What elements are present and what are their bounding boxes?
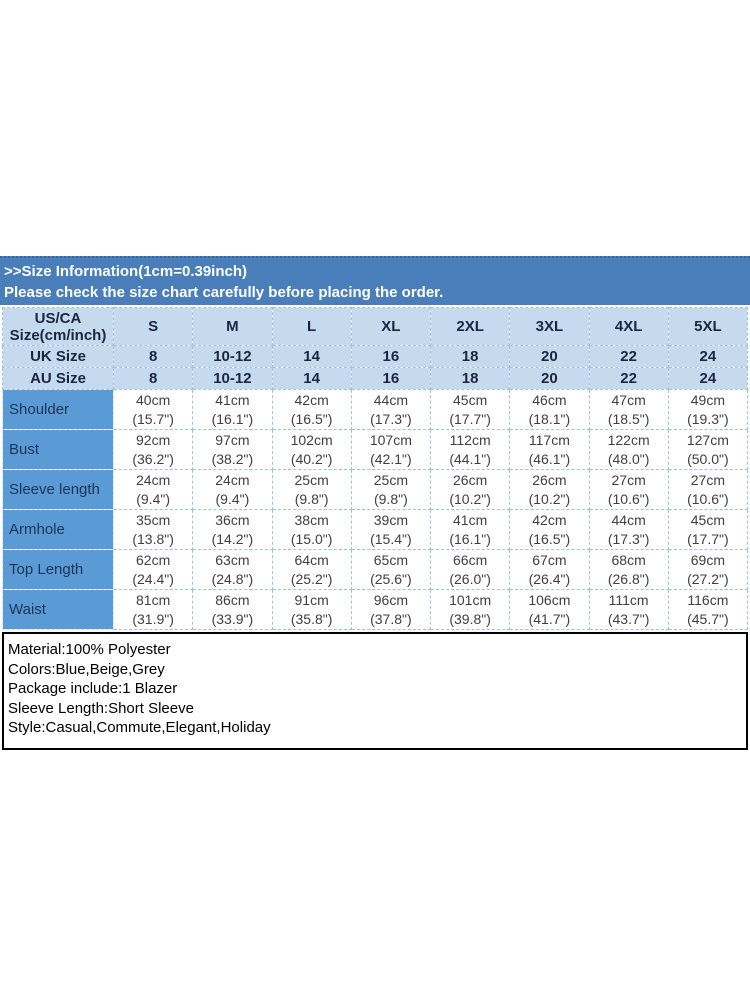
value-inch: (48.0") (607, 450, 650, 467)
value-cm: 107cm (369, 431, 412, 448)
value-cm: 25cm (294, 471, 329, 488)
value-inch: (45.7") (687, 610, 729, 627)
size-info-banner (0, 256, 750, 305)
value-cm: 46cm (532, 391, 567, 408)
measurement-value-cell (668, 510, 747, 550)
value-cm: 101cm (449, 591, 492, 608)
conversion-row (3, 346, 748, 368)
conversion-value-cell: 10-12 (193, 346, 272, 368)
value-cm: 35cm (136, 511, 171, 528)
value-inch: (37.8") (370, 610, 412, 627)
measurement-value-cell (510, 590, 589, 630)
measurement-value-cell (589, 390, 668, 430)
size-column-header: 5XL (668, 308, 747, 346)
measurement-row (3, 510, 748, 550)
measurement-label: Shoulder (3, 390, 114, 430)
value-cm: 44cm (373, 391, 408, 408)
corner-line2: Size(cm/inch) (9, 326, 107, 344)
value-cm: 91cm (294, 591, 329, 608)
measurement-value-cell (351, 510, 430, 550)
value-cm: 49cm (690, 391, 725, 408)
value-cm: 122cm (607, 431, 650, 448)
size-column-header: L (272, 308, 351, 346)
value-inch: (17.7") (687, 530, 729, 547)
measurement-value-cell (351, 590, 430, 630)
conversion-value-cell: 18 (431, 346, 510, 368)
measurement-value-cell (510, 550, 589, 590)
measurement-value-cell (351, 470, 430, 510)
value-inch: (39.8") (449, 610, 491, 627)
value-cm: 41cm (215, 391, 250, 408)
product-info-line: Material:100% Polyester (8, 641, 171, 658)
value-inch: (19.3") (687, 410, 729, 427)
conversion-value-cell: 18 (431, 368, 510, 390)
product-info-line: Sleeve Length:Short Sleeve (8, 699, 194, 717)
value-cm: 127cm (686, 431, 729, 448)
value-inch: (15.4") (370, 530, 412, 547)
value-inch: (46.1") (528, 450, 571, 467)
measurement-label: Bust (3, 430, 114, 470)
conversion-row-label: UK Size (3, 346, 114, 368)
conversion-value-cell: 20 (510, 346, 589, 368)
value-cm: 47cm (611, 391, 646, 408)
value-cm: 67cm (532, 551, 567, 568)
value-inch: (13.8") (132, 530, 174, 547)
value-inch: (26.8") (607, 570, 650, 587)
value-inch: (24.4") (132, 570, 174, 587)
value-cm: 63cm (215, 551, 250, 568)
value-cm: 45cm (690, 511, 725, 528)
conversion-value-cell: 8 (114, 346, 193, 368)
measurement-value-cell (510, 430, 589, 470)
value-inch: (10.2") (528, 490, 571, 507)
conversion-row-label: AU Size (3, 368, 114, 390)
size-table-head (3, 308, 748, 390)
value-cm: 24cm (215, 471, 250, 488)
size-column-header: 3XL (510, 308, 589, 346)
measurement-value-cell (589, 430, 668, 470)
value-cm: 38cm (294, 511, 329, 528)
conversion-value-cell: 10-12 (193, 368, 272, 390)
value-cm: 27cm (690, 471, 725, 488)
value-cm: 116cm (687, 591, 729, 608)
value-inch: (14.2") (211, 530, 254, 547)
measurement-value-cell (351, 390, 430, 430)
measurement-row (3, 430, 748, 470)
value-inch: (10.2") (449, 490, 491, 507)
value-cm: 39cm (373, 511, 408, 528)
conversion-row (3, 368, 748, 390)
value-inch: (38.2") (211, 450, 254, 467)
value-cm: 64cm (294, 551, 329, 568)
measurement-value-cell (114, 390, 193, 430)
measurement-value-cell (589, 470, 668, 510)
value-inch: (17.3") (607, 530, 650, 547)
measurement-value-cell (431, 590, 510, 630)
measurement-value-cell (272, 590, 351, 630)
value-cm: 111cm (608, 591, 649, 608)
size-table (2, 307, 748, 630)
value-inch: (18.1") (528, 410, 571, 427)
value-cm: 66cm (453, 551, 488, 568)
value-cm: 26cm (453, 471, 488, 488)
measurement-label: Waist (3, 590, 114, 630)
value-inch: (31.9") (132, 610, 174, 627)
measurement-label: Armhole (3, 510, 114, 550)
measurement-value-cell (589, 590, 668, 630)
measurement-value-cell (193, 550, 272, 590)
size-info-title: >>Size Information(1cm=0.39inch) (4, 263, 247, 280)
value-inch: (24.8") (211, 570, 254, 587)
measurement-value-cell (431, 470, 510, 510)
value-inch: (25.2") (290, 570, 333, 587)
value-inch: (26.0") (449, 570, 491, 587)
value-cm: 27cm (611, 471, 646, 488)
measurement-value-cell (193, 430, 272, 470)
value-cm: 86cm (215, 591, 250, 608)
measurement-value-cell (510, 510, 589, 550)
conversion-value-cell: 14 (272, 346, 351, 368)
value-cm: 106cm (528, 591, 571, 608)
value-inch: (27.2") (687, 570, 729, 587)
measurement-value-cell (589, 510, 668, 550)
conversion-value-cell: 8 (114, 368, 193, 390)
measurement-value-cell (114, 550, 193, 590)
measurement-value-cell (193, 470, 272, 510)
measurement-label: Top Length (3, 550, 114, 590)
value-cm: 68cm (611, 551, 646, 568)
measurement-value-cell (351, 550, 430, 590)
measurement-value-cell (272, 470, 351, 510)
size-table-body (3, 390, 748, 630)
measurement-value-cell (510, 390, 589, 430)
measurement-value-cell (193, 590, 272, 630)
product-info-line: Style:Casual,Commute,Elegant,Holiday (8, 719, 271, 736)
value-inch: (40.2") (290, 450, 333, 467)
value-cm: 44cm (611, 511, 646, 528)
value-inch: (36.2") (132, 450, 174, 467)
value-inch: (43.7") (607, 610, 650, 627)
value-cm: 42cm (294, 391, 329, 408)
corner-cell-us-ca-size (3, 308, 114, 346)
value-cm: 81cm (136, 591, 171, 608)
conversion-value-cell: 22 (589, 346, 668, 368)
value-inch: (9.8") (373, 490, 408, 507)
value-cm: 40cm (136, 391, 171, 408)
value-inch: (42.1") (370, 450, 412, 467)
value-inch: (9.8") (294, 490, 329, 507)
value-cm: 26cm (532, 471, 567, 488)
value-inch: (50.0") (687, 450, 729, 467)
value-inch: (9.4") (215, 490, 250, 507)
size-column-header: XL (351, 308, 430, 346)
measurement-value-cell (193, 390, 272, 430)
value-cm: 45cm (453, 391, 488, 408)
conversion-value-cell: 16 (351, 346, 430, 368)
conversion-value-cell: 24 (668, 346, 747, 368)
measurement-value-cell (114, 430, 193, 470)
size-info-subtitle: Please check the size chart carefully before placing the order. (4, 284, 444, 301)
value-cm: 41cm (453, 511, 488, 528)
measurement-value-cell (272, 510, 351, 550)
measurement-value-cell (668, 590, 747, 630)
value-inch: (16.5") (290, 410, 333, 427)
value-inch: (41.7") (528, 610, 571, 627)
conversion-value-cell: 20 (510, 368, 589, 390)
measurement-row (3, 470, 748, 510)
value-inch: (16.5") (528, 530, 571, 547)
measurement-row (3, 390, 748, 430)
value-inch: (15.0") (290, 530, 333, 547)
value-inch: (16.1") (449, 530, 491, 547)
size-column-header: 2XL (431, 308, 510, 346)
value-inch: (18.5") (607, 410, 650, 427)
value-cm: 42cm (532, 511, 567, 528)
conversion-value-cell: 24 (668, 368, 747, 390)
conversion-value-cell: 16 (351, 368, 430, 390)
size-header-row (3, 308, 748, 346)
product-info-line: Package include:1 Blazer (8, 680, 178, 697)
value-cm: 112cm (449, 431, 491, 448)
value-cm: 102cm (290, 431, 333, 448)
product-info-line: Colors:Blue,Beige,Grey (8, 660, 165, 678)
size-column-header: 4XL (589, 308, 668, 346)
measurement-value-cell (351, 430, 430, 470)
value-inch: (35.8") (290, 610, 333, 627)
measurement-row (3, 550, 748, 590)
corner-line1: US/CA (34, 309, 82, 327)
measurement-value-cell (114, 590, 193, 630)
measurement-value-cell (193, 510, 272, 550)
measurement-value-cell (668, 550, 747, 590)
value-cm: 69cm (690, 551, 725, 568)
value-cm: 24cm (136, 471, 171, 488)
measurement-value-cell (272, 430, 351, 470)
measurement-value-cell (114, 510, 193, 550)
conversion-value-cell: 22 (589, 368, 668, 390)
size-column-header: M (193, 308, 272, 346)
measurement-value-cell (272, 550, 351, 590)
product-info-box (2, 632, 748, 750)
value-inch: (15.7") (132, 410, 174, 427)
measurement-value-cell (510, 470, 589, 510)
value-cm: 62cm (136, 551, 171, 568)
conversion-value-cell: 14 (272, 368, 351, 390)
value-cm: 96cm (373, 591, 408, 608)
value-cm: 117cm (528, 431, 570, 448)
value-cm: 65cm (373, 551, 408, 568)
measurement-value-cell (114, 470, 193, 510)
value-inch: (10.6") (607, 490, 650, 507)
measurement-value-cell (431, 430, 510, 470)
measurement-value-cell (431, 550, 510, 590)
value-inch: (44.1") (449, 450, 491, 467)
value-inch: (33.9") (211, 610, 254, 627)
value-cm: 25cm (373, 471, 408, 488)
value-inch: (17.7") (449, 410, 491, 427)
value-inch: (26.4") (528, 570, 571, 587)
measurement-row (3, 590, 748, 630)
value-inch: (9.4") (136, 490, 170, 507)
value-cm: 92cm (136, 431, 171, 448)
measurement-value-cell (431, 510, 510, 550)
measurement-value-cell (589, 550, 668, 590)
value-inch: (25.6") (370, 570, 412, 587)
value-cm: 97cm (215, 431, 250, 448)
value-inch: (16.1") (211, 410, 254, 427)
value-inch: (10.6") (687, 490, 729, 507)
measurement-value-cell (668, 470, 747, 510)
measurement-value-cell (272, 390, 351, 430)
value-cm: 36cm (215, 511, 250, 528)
measurement-label: Sleeve length (3, 470, 114, 510)
measurement-value-cell (668, 390, 747, 430)
measurement-value-cell (668, 430, 747, 470)
size-column-header: S (114, 308, 193, 346)
value-inch: (17.3") (370, 410, 412, 427)
measurement-value-cell (431, 390, 510, 430)
